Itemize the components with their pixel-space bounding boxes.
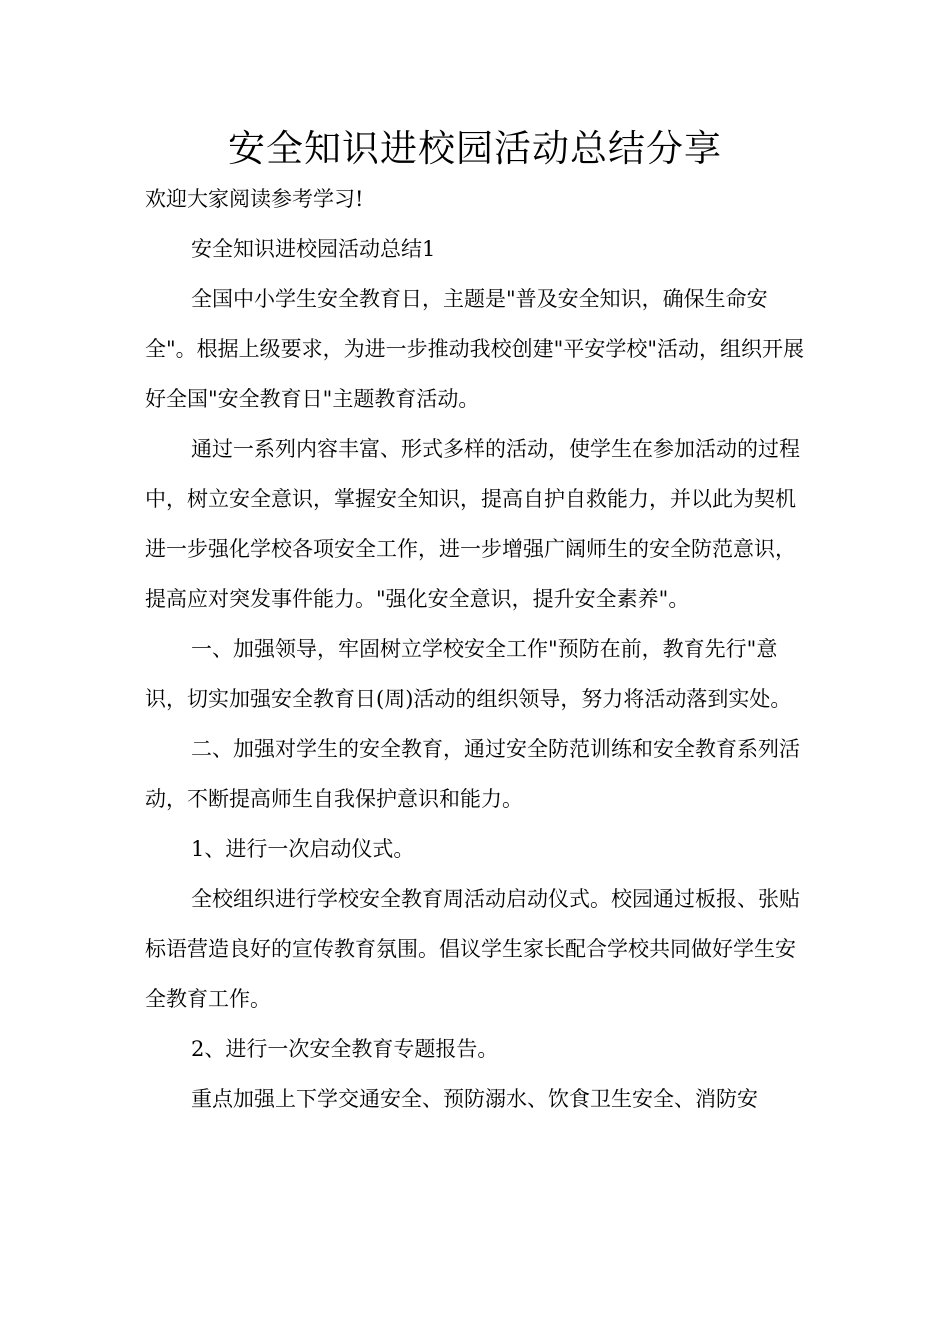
paragraph-purpose: 通过一系列内容丰富、形式多样的活动，使学生在参加活动的过程中，树立安全意识，掌握安全知识，提高自护自救能力，并以此为契机进一步强化学校各项安全工作，进一步增强广阔师生的安全防范意识，提高应对突发事件能力。"强化安全意识，提升安全素养"。 — [145, 437, 800, 611]
greeting-line: 欢迎大家阅读参考学习! — [145, 187, 364, 211]
document-body — [145, 174, 807, 1124]
paragraph-subitem-two: 2、进行一次安全教育专题报告。 — [191, 1037, 499, 1061]
paragraph-subitem-one: 1、进行一次启动仪式。 — [191, 837, 415, 861]
paragraph-item-one: 一、加强领导，牢固树立学校安全工作"预防在前，教育先行"意识，切实加强安全教育日(周)活动的组织领导，努力将活动落到实处。 — [145, 637, 792, 711]
document-title: 安全知识进校园活动总结分享 — [228, 127, 722, 170]
paragraph-report: 重点加强上下学交通安全、预防溺水、饮食卫生安全、消防安 — [191, 1087, 758, 1111]
paragraph-item-two: 二、加强对学生的安全教育，通过安全防范训练和安全教育系列活动，不断提高师生自我保护意识和能力。 — [145, 737, 800, 811]
paragraph-ceremony: 全校组织进行学校安全教育周活动启动仪式。校园通过板报、张贴标语营造良好的宣传教育氛围。倡议学生家长配合学校共同做好学生安全教育工作。 — [145, 887, 800, 1011]
section-heading: 安全知识进校园活动总结1 — [191, 237, 436, 261]
paragraph-theme: 全国中小学生安全教育日，主题是"普及安全知识，确保生命安全"。根据上级要求，为进一步推动我校创建"平安学校"活动，组织开展好全国"安全教育日"主题教育活动。 — [145, 287, 804, 411]
